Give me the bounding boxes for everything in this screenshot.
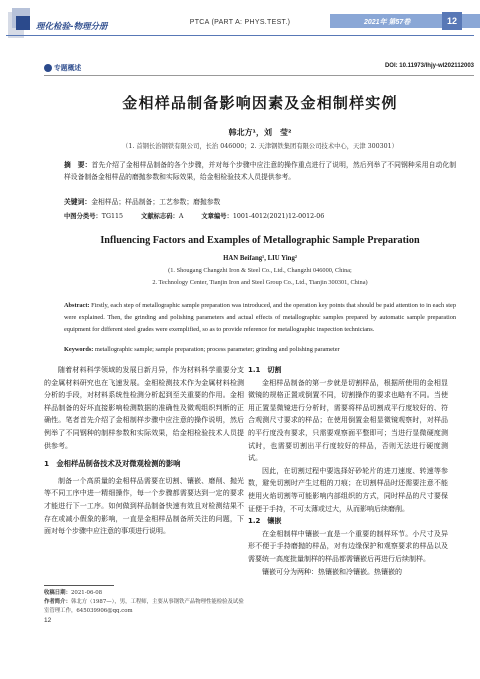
- section-bar: [44, 62, 474, 74]
- code-label: 文献标志码：: [141, 213, 179, 220]
- article-no-value: 1001-4012(2021)12-0012-06: [232, 213, 325, 220]
- article-title-en: Influencing Factors and Examples of Metallographic Sample Preparation: [100, 235, 420, 246]
- affiliation-en-line-2: 2. Technology Center, Tianjin Iron and Steel Group Co., Ltd., Tianjin 300301, China): [152, 279, 368, 286]
- intro-paragraph: 随着材料科学领域的发展日新月异，作为材料科学重要分支的金属材料研究也在飞速发展。金相检测技术作为金属材料检测分析的手段，对材料系统性检测分析起到至关重要的作用。金相样品制备的好坏直接影响检测数据的准确性及微观组织判断的正确性。笔者首先介绍了金相制样步骤中应注意的操作说明，然后例举了不同钢种的制样参数和实际效果，给金相检验技术人员提供参考。: [44, 366, 244, 450]
- journal-logo: [6, 8, 108, 44]
- author-bio: 韩北方（1987—），男，工程师，主要从事钢铁产品物理性能检验及试验室管理工作，645039906@qq.com: [44, 599, 244, 615]
- abstract-en-text: Firstly, each step of metallographic sample preparation was introduced, and the operation key points that should be paid attention to in each step were explained. Then, the grinding and polishing parameters and actual effects of metallographic samples prepared by automatic sample preparation equipment for different steel grades were exemplified, so as to provide reference for metallographic inspection technicians.: [64, 302, 456, 333]
- clc-value: TG115: [101, 213, 124, 220]
- abstract-cn: [64, 159, 456, 183]
- classification-line: [64, 211, 456, 220]
- keywords-en: [64, 346, 456, 353]
- keywords-en-label: Keywords:: [64, 346, 94, 353]
- page-number: 12: [44, 617, 52, 624]
- author-bio-line: [44, 598, 244, 616]
- affiliation-cn: （1. 首钢长治钢铁有限公司，长治 046000；2. 天津钢铁集团有限公司技术中心，天津 300301）: [122, 143, 398, 150]
- received-date-line: [44, 589, 244, 598]
- clc-label: 中图分类号：: [64, 213, 102, 220]
- section-1-paragraph: 制备一个高质量的金相样品需要在切割、镶嵌、磨削、抛光等不同工序中进一精细操作，每一个步骤都需要达到一定的要求才能进行下一工序。如何做到样品制备快速有效且对检测结果不存在或减小假象的影响，一直是金相样品制备所关注的问题，下面对每个步骤中应注意的事项进行说明。: [44, 476, 244, 536]
- abstract-en: [64, 300, 456, 335]
- received-date: 2021-06-08: [70, 590, 103, 596]
- subsection-heading-1-1: 1.1 切割: [248, 366, 282, 374]
- authors-cn: 韩北方¹，刘 莹²: [228, 128, 292, 137]
- authors-en: HAN Beifang¹, LIU Ying²: [223, 255, 297, 262]
- mounting-paragraph-2: 镶嵌可分为两种：热镶嵌和冷镶嵌。热镶嵌的: [262, 567, 402, 576]
- issue-info: 2021年 第57卷: [364, 19, 411, 26]
- affiliation-en-line-1: (1. Shougang Changzhi Iron & Steel Co., Ltd., Changzhi 046000, China;: [168, 267, 352, 274]
- article-no-label: 文章编号：: [201, 213, 233, 220]
- abstract-cn-text: 首先介绍了金相样品制备的各个步骤，并对每个步骤中应注意的操作重点进行了说明，然后列举了不同钢种采用自动化制样设备制备金相样品的磨抛参数和实际效果，给金相检验技术人员提供参考。: [64, 161, 456, 182]
- doi: DOI: 10.11973/lhjy-wl202112003: [384, 63, 474, 69]
- subsection-heading-1-2: 1.2 镶嵌: [248, 517, 282, 526]
- issue-number-badge: 12: [442, 12, 462, 30]
- mounting-paragraph-1: 在金相制样中镶嵌一直是一个重要的制样环节。小尺寸及异形不便于手持磨抛的样品，对有边缘保护和观察要求的样品以及需要统一高度批量制样的样品都需镶嵌后再进行后续制样。: [248, 529, 448, 563]
- footnote: [44, 589, 244, 617]
- body-column-right: [248, 364, 448, 578]
- header-divider: [6, 35, 474, 36]
- journal-header: [0, 0, 480, 52]
- keywords-en-text: metallographic sample; sample preparation; process parameter; grinding and polishing parameter: [93, 346, 340, 353]
- abstract-en-label: Abstract:: [64, 302, 90, 309]
- abstract-cn-label: 摘 要：: [64, 161, 92, 169]
- section-label: 专题概述: [54, 64, 82, 72]
- journal-name-cn: 理化检验-物理分册: [36, 22, 108, 32]
- article-title-cn: 金相样品制备影响因素及金相制样实例: [122, 94, 398, 112]
- cutting-paragraph-2: 因此，在切割过程中要选择好砂轮片的进刀速度、转速等参数，避免切割时产生过粗的刀痕；在切割样品时还需要注意不能使用火焰切割等可能影响内部组织的方式，同时样品的尺寸要保证便于手持，不可太薄或过大，从而影响后续磨削。: [248, 466, 448, 513]
- code-value: A: [178, 213, 184, 220]
- section-heading-1: 1 金相样品制备技术及对微观检测的影响: [44, 459, 181, 469]
- section-bullet-icon: [44, 64, 52, 72]
- footnote-divider: [44, 585, 114, 586]
- keywords-cn-label: 关键词：: [64, 198, 92, 206]
- journal-name-en: PTCA (PART A: PHYS.TEST.): [189, 19, 291, 26]
- author-bio-label: 作者简介：: [44, 599, 71, 606]
- section-divider: [44, 75, 474, 76]
- received-label: 收稿日期：: [44, 590, 71, 596]
- cutting-paragraph-1: 金相样品制备的第一步就是切割样品，根据所使用的金相显微镜的规格正置或倒置不同，切割操作的要求也略有不同。当使用正置显微镜进行分析时，需要将样品切割成平行度较好的、符合观测尺寸要求的样品；在使用倒置金相显微镜观察时，对样品的平行度没有要求，只需要观察面平整即可；当进行显微硬度测试时，也需要切割出平行度较好的样品，否则无法进行硬度测试。: [248, 378, 448, 463]
- keywords-cn-text: 金相样品；样品制备；工艺参数；磨抛参数: [91, 198, 221, 206]
- body-column-left: [44, 364, 244, 538]
- keywords-cn: [64, 196, 456, 206]
